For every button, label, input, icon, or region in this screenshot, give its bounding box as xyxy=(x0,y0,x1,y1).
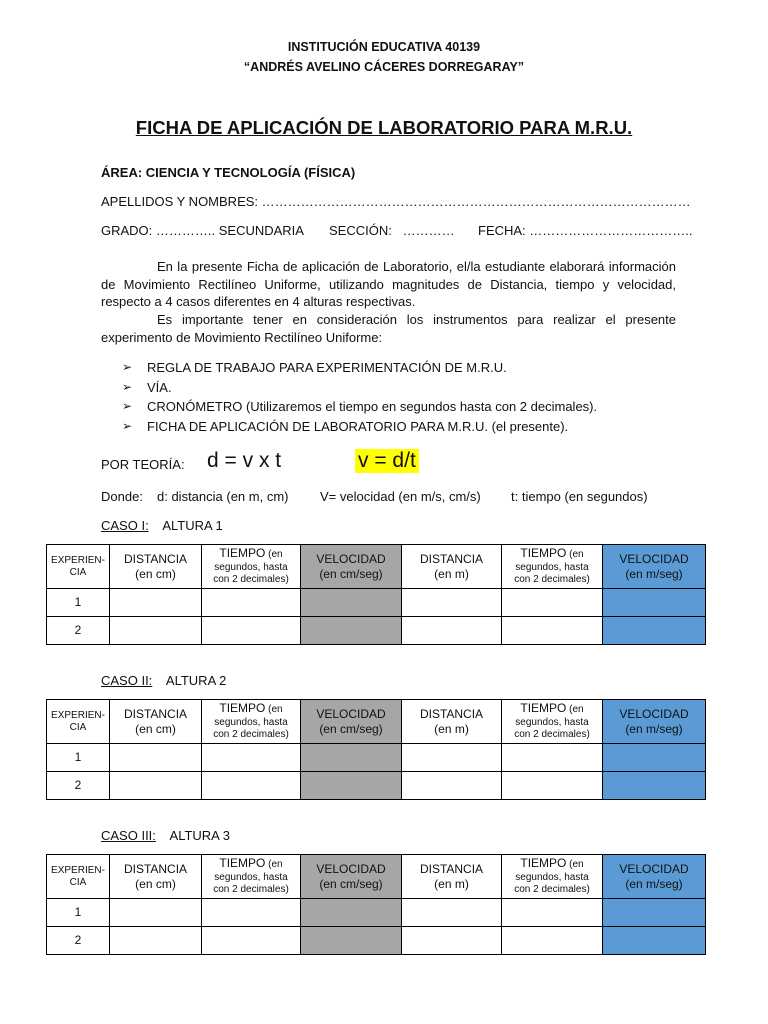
cell-input[interactable] xyxy=(110,744,202,772)
arrow-bullet-icon: ➢ xyxy=(122,379,133,394)
cell-input[interactable] xyxy=(502,772,603,800)
cell-input[interactable] xyxy=(603,744,706,772)
where-label: Donde: xyxy=(101,489,143,504)
case-1-table xyxy=(46,544,706,645)
cell-input[interactable] xyxy=(301,772,402,800)
col-tiempo: TIEMPO (en segundos, hasta con 2 decimales) xyxy=(502,545,603,589)
intro-paragraph-2: Es importante tener en consideración los instrumentos para realizar el presente experimento de Movimiento Rectilíneo Uniforme: xyxy=(101,312,676,345)
col-tiempo: TIEMPO (en segundos, hasta con 2 decimales) xyxy=(502,700,603,744)
cell-input[interactable] xyxy=(301,617,402,645)
table-header-row xyxy=(47,855,706,899)
names-field: APELLIDOS Y NOMBRES: ……………………………………………………………………………………… xyxy=(101,194,691,209)
table-row: 2 xyxy=(47,617,706,645)
cell-input[interactable] xyxy=(301,589,402,617)
col-distancia-m: DISTANCIA (en m) xyxy=(402,545,502,589)
cell-input[interactable] xyxy=(603,927,706,955)
case-3-label: CASO III: ALTURA 3 xyxy=(101,828,230,843)
cell-input[interactable] xyxy=(402,589,502,617)
case-1-label: CASO I: ALTURA 1 xyxy=(101,518,223,533)
table-row: 1 xyxy=(47,899,706,927)
cell-input[interactable] xyxy=(110,617,202,645)
table-row: 1 xyxy=(47,744,706,772)
cell-input[interactable] xyxy=(402,899,502,927)
formula-velocity: v = d/t xyxy=(355,449,419,473)
cell-input[interactable] xyxy=(603,772,706,800)
where-time: t: tiempo (en segundos) xyxy=(511,489,648,504)
cell-input[interactable] xyxy=(502,617,603,645)
cell-input[interactable] xyxy=(110,772,202,800)
arrow-bullet-icon: ➢ xyxy=(122,399,133,414)
table-header-row xyxy=(47,700,706,744)
cell-input[interactable] xyxy=(502,744,603,772)
cell-input[interactable] xyxy=(402,927,502,955)
col-velocidad-cms: VELOCIDAD (en cm/seg) xyxy=(301,700,402,744)
col-experiencia: EXPERIEN- CIA xyxy=(47,700,110,744)
col-tiempo: TIEMPO (en segundos, hasta con 2 decimales) xyxy=(202,855,301,899)
section-field: SECCIÓN: ………… xyxy=(329,223,455,238)
cell-input[interactable] xyxy=(301,744,402,772)
area-label: ÁREA: CIENCIA Y TECNOLOGÍA (FÍSICA) xyxy=(101,165,356,180)
school-name: “ANDRÉS AVELINO CÁCERES DORREGARAY” xyxy=(243,60,525,74)
cell-input[interactable] xyxy=(603,589,706,617)
cell-input[interactable] xyxy=(502,927,603,955)
cell-input[interactable] xyxy=(202,744,301,772)
cell-input[interactable] xyxy=(202,772,301,800)
col-tiempo: TIEMPO (en segundos, hasta con 2 decimales) xyxy=(202,545,301,589)
col-velocidad-cms: VELOCIDAD (en cm/seg) xyxy=(301,855,402,899)
col-distancia-cm: DISTANCIA (en cm) xyxy=(110,545,202,589)
table-row: 2 xyxy=(47,927,706,955)
date-field: FECHA: ……………………………….. xyxy=(478,223,693,238)
col-velocidad-ms: VELOCIDAD (en m/seg) xyxy=(603,855,706,899)
col-experiencia: EXPERIEN- CIA xyxy=(47,545,110,589)
case-3-table xyxy=(46,854,706,955)
table-row: 2 xyxy=(47,772,706,800)
cell-input[interactable] xyxy=(502,899,603,927)
col-tiempo: TIEMPO (en segundos, hasta con 2 decimales) xyxy=(202,700,301,744)
where-velocity: V= velocidad (en m/s, cm/s) xyxy=(320,489,481,504)
cell-input[interactable] xyxy=(202,589,301,617)
col-distancia-cm: DISTANCIA (en cm) xyxy=(110,700,202,744)
grade-field: GRADO: ………….. SECUNDARIA xyxy=(101,223,304,238)
cell-input[interactable] xyxy=(603,617,706,645)
col-velocidad-ms: VELOCIDAD (en m/seg) xyxy=(603,700,706,744)
institution-heading: INSTITUCIÓN EDUCATIVA 40139 xyxy=(287,40,481,54)
cell-input[interactable] xyxy=(402,772,502,800)
col-distancia-m: DISTANCIA (en m) xyxy=(402,700,502,744)
col-distancia-m: DISTANCIA (en m) xyxy=(402,855,502,899)
cell-input[interactable] xyxy=(301,927,402,955)
formula-distance: d = v x t xyxy=(207,449,282,472)
cell-input[interactable] xyxy=(202,617,301,645)
col-experiencia: EXPERIEN- CIA xyxy=(47,855,110,899)
case-2-label: CASO II: ALTURA 2 xyxy=(101,673,227,688)
col-velocidad-ms: VELOCIDAD (en m/seg) xyxy=(603,545,706,589)
col-tiempo: TIEMPO (en segundos, hasta con 2 decimales) xyxy=(502,855,603,899)
cell-input[interactable] xyxy=(402,617,502,645)
theory-label: POR TEORÍA: xyxy=(101,457,185,472)
arrow-bullet-icon: ➢ xyxy=(122,418,133,433)
table-row: 1 xyxy=(47,589,706,617)
cell-input[interactable] xyxy=(110,589,202,617)
cell-input[interactable] xyxy=(402,744,502,772)
cell-input[interactable] xyxy=(603,899,706,927)
arrow-bullet-icon: ➢ xyxy=(122,360,133,374)
cell-input[interactable] xyxy=(110,899,202,927)
cell-input[interactable] xyxy=(202,899,301,927)
page-title: FICHA DE APLICACIÓN DE LABORATORIO PARA M.R.U. xyxy=(135,117,633,138)
cell-input[interactable] xyxy=(301,899,402,927)
col-velocidad-cms: VELOCIDAD (en cm/seg) xyxy=(301,545,402,589)
where-distance: d: distancia (en m, cm) xyxy=(157,489,289,504)
cell-input[interactable] xyxy=(502,589,603,617)
table-header-row xyxy=(47,545,706,589)
intro-paragraph-1: En la presente Ficha de aplicación de Laboratorio, el/la estudiante elaborará información de Movimiento Rectilíneo Uniforme, utilizando magnitudes de Distancia, tiempo y velocidad, respecto a 4 casos diferentes en 4 alturas respectivas. xyxy=(101,259,676,309)
cell-input[interactable] xyxy=(202,927,301,955)
col-distancia-cm: DISTANCIA (en cm) xyxy=(110,855,202,899)
cell-input[interactable] xyxy=(110,927,202,955)
case-2-table xyxy=(46,699,706,800)
